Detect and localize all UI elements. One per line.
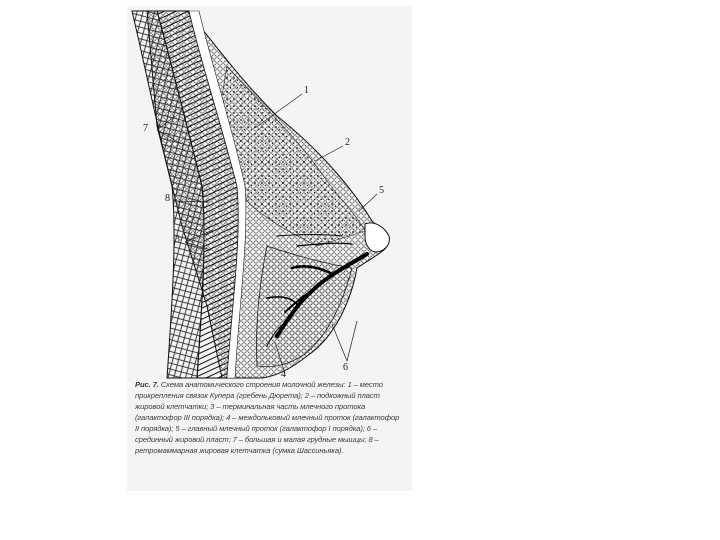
caption-text: Схема анатомического строения молочной железы: 1 – место прикрепления связок Купера (гребень Дюрета); 2 – подкожный пласт жировой клетчатки; 3 – терминальная часть млечного протока (галактофор III порядка); 4 – междольковый млечный проток (галактофор II порядка); 5 – главный млечный проток (галактофор I порядка); 6 – срединный жировой пласт; 7 – большая и малая грудные мышцы; 8 – ретромаммарная жировая клетчатка (сумка Шассиньяка).: [135, 380, 400, 455]
callout-6: 6: [343, 362, 348, 373]
scanned-page: [127, 6, 412, 491]
callout-1: 1: [304, 85, 309, 96]
callout-2: 2: [345, 137, 350, 148]
nipple: [365, 223, 389, 252]
callout-7: 7: [143, 123, 148, 134]
callout-5: 5: [379, 185, 384, 196]
figure-caption: [135, 379, 405, 456]
callout-4: 4: [281, 369, 286, 380]
caption-label: Рис. 7.: [135, 380, 159, 389]
callout-8: 8: [165, 193, 170, 204]
callout-3: 3: [175, 234, 180, 245]
